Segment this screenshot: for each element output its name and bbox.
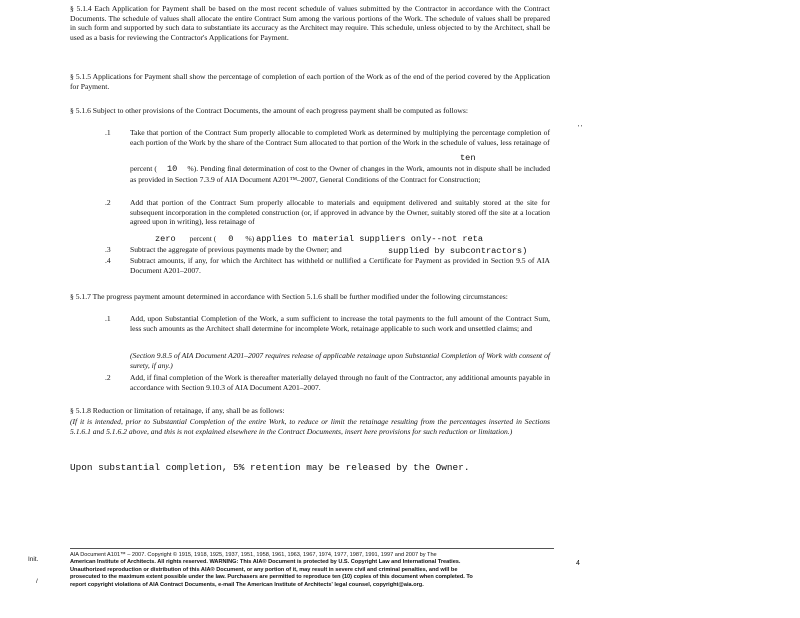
percent-close: %) — [245, 234, 255, 243]
list-number: .2 — [105, 373, 111, 382]
init-slash: / — [36, 578, 38, 585]
margin-mark: ' ' — [578, 124, 583, 132]
percent-value: 0 — [228, 234, 234, 244]
typed-retention-text: Upon substantial completion, 5% retention may be released by the Owner. — [70, 462, 470, 473]
section-5-1-8-instructions: (If it is intended, prior to Substantial Completion of the entire Work, to reduce or limit the retainage resulting from the percentages inserted in Sections 5.1.6.1 and 5.1.6.2 above, and this is not explained elsewhere in the Contract Documents, insert here provisions for such reduction or limitation.) — [70, 417, 550, 436]
section-5-1-7-intro: § 5.1.7 The progress payment amount determined in accordance with Section 5.1.6 shall be further modified under the following circumstances: — [70, 292, 508, 301]
section-5-1-7-note: (Section 9.8.5 of AIA Document A201–2007 requires release of applicable retainage upon Substantial Completion of Work with consent of surety, if any.) — [130, 351, 550, 370]
section-5-1-6-intro: § 5.1.6 Subject to other provisions of the Contract Documents, the amount of each progress payment shall be computed as follows: — [70, 106, 468, 115]
copyright-line: prosecuted to the maximum extent possible under the law. Purchasers are permitted to reproduce ten (10) copies of this document when completed. To — [70, 574, 473, 581]
list-item-text: Add, upon Substantial Completion of the Work, a sum sufficient to increase the total payments to the full amount of the Contract Sum, less such amounts as the Architect shall determine for incomplete Work, retainage applicable to such work and unsettled claims; and — [130, 314, 550, 333]
list-number: .1 — [105, 128, 111, 137]
section-5-1-4: § 5.1.4 Each Application for Payment shall be based on the most recent schedule of values submitted by the Contractor in accordance with the Contract Documents. The schedule of values shall allocate the entire Contract Sum among the various portions of the Work. The schedule of values shall be prepared in such form and supported by such data to substantiate its accuracy as the Architect may require. This schedule, unless objected to by the Architect, shall be used as a basis for reviewing the Contractor's Applications for Payment. — [70, 4, 550, 42]
item2-percent-line — [155, 234, 483, 245]
list-number: .3 — [105, 245, 111, 254]
footer-rule — [70, 548, 554, 549]
typed-note-2: supplied by subcontractors) — [388, 246, 528, 256]
percent-label: percent ( — [189, 234, 217, 243]
copyright-line: AIA Document A101™ – 2007. Copyright © 1915, 1918, 1925, 1937, 1951, 1958, 1961, 1963, 1967, 1974, 1977, 1987, 1991, 1997 and 2007 by The — [70, 552, 437, 558]
item1-percent-line — [130, 164, 550, 184]
list-number: .2 — [105, 198, 111, 207]
typed-zero: zero — [155, 234, 176, 244]
typed-note: applies to material suppliers only--not reta — [256, 234, 483, 244]
copyright-notice — [70, 552, 560, 589]
percent-value: 10 — [167, 164, 178, 174]
page-number: 4 — [576, 560, 580, 567]
list-item-text: Subtract amounts, if any, for which the Architect has withheld or nullified a Certificate for Payment as provided in Section 9.5 of AIA Document A201–2007. — [130, 256, 550, 275]
init-label: Init. — [28, 556, 39, 563]
list-item-text: Subtract the aggregate of previous payments made by the Owner; and — [130, 245, 342, 254]
list-item-text: Add, if final completion of the Work is thereafter materially delayed through no fault of the Contractor, any additional amounts payable in accordance with Section 9.10.3 of AIA Document A201–2007. — [130, 373, 550, 392]
item1-rest: %). Pending final determination of cost to the Owner of changes in the Work, amounts not in dispute shall be included as provided in Section 7.3.9 of AIA Document A201™–2007, General Conditions of the Contract for Construction; — [130, 164, 550, 184]
copyright-line: American Institute of Architects. All rights reserved. WARNING: This AIA® Document is protected by U.S. Copyright Law and International Treaties. — [70, 559, 461, 566]
copyright-line: report copyright violations of AIA Contract Documents, e-mail The American Institute of Architects' legal counsel, copyright@aia.org. — [70, 581, 424, 588]
list-number: .1 — [105, 314, 111, 323]
typed-ten: ten — [460, 153, 476, 163]
list-item-text: Take that portion of the Contract Sum properly allocable to completed Work as determined by multiplying the percentage completion of each portion of the Work by the share of the Contract Sum allocated to that portion of the Work in the schedule of values, less retainage of — [130, 128, 550, 147]
section-5-1-8-intro: § 5.1.8 Reduction or limitation of retainage, if any, shall be as follows: — [70, 406, 285, 415]
list-number: .4 — [105, 256, 111, 265]
section-5-1-5: § 5.1.5 Applications for Payment shall show the percentage of completion of each portion of the Work as of the end of the period covered by the Application for Payment. — [70, 72, 550, 91]
percent-label: percent ( — [130, 164, 157, 173]
list-item-text: Add that portion of the Contract Sum properly allocable to materials and equipment delivered and suitably stored at the site for subsequent incorporation in the completed construction (or, if approved in advance by the Owner, suitably stored off the site at a location agreed upon in writing), less retainage of — [130, 198, 550, 227]
copyright-line: Unauthorized reproduction or distribution of this AIA® Document, or any portion of it, may result in severe civil and criminal penalties, and will be — [70, 566, 458, 573]
